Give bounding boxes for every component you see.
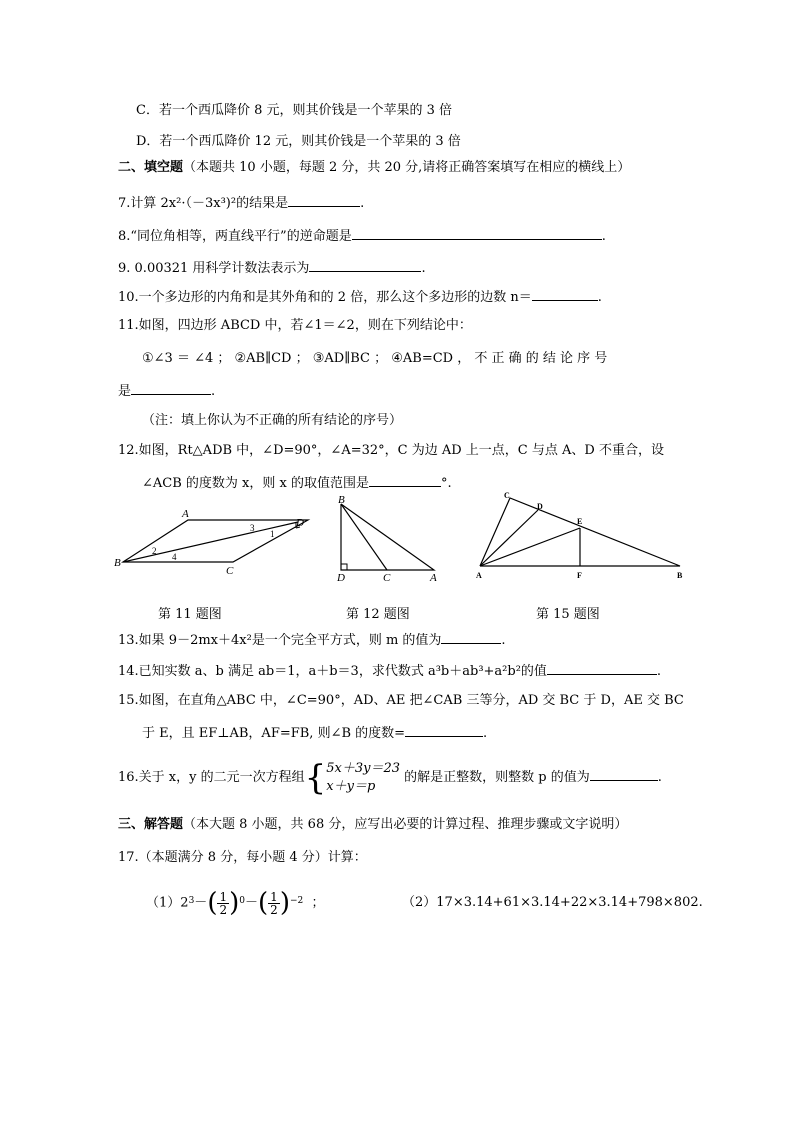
q9-answer-blank[interactable] [309,257,421,272]
q12-line1: 12.如图，Rt△ADB 中，∠D=90°，∠A=32°，C 为边 AD 上一点，C 与点 A、D 不重合，设 [118,443,664,458]
q11-answer-line [118,380,215,402]
option-c: C．若一个西瓜降价 8 元，则其价钱是一个苹果的 3 倍 [136,103,453,118]
q17-p1-minus1: － [194,895,208,911]
figure-15-diagram [474,490,690,584]
q16-post: 的解是正整数，则整数 p 的值为 [404,770,590,785]
q11-answer-blank[interactable] [131,380,211,395]
q17-p1-frac1: $\frac{1}{2}$ [219,889,228,917]
question-9 [118,257,426,279]
q16-answer-blank[interactable] [590,766,658,781]
question-14 [118,660,661,682]
fig15-segment-ae [480,528,580,566]
q15-end: . [483,726,488,741]
fig12-right-angle [341,564,347,570]
q16-pre: 16.关于 x，y 的二元一次方程组 [118,770,305,785]
section3-title: 三、解答题 [118,817,184,832]
section2-header [118,158,630,178]
fig11-label-4: 4 [172,552,177,562]
question-16 [118,758,662,798]
fig12-label-c: C [383,572,391,584]
q16-system [326,760,400,796]
fig15-label-e: E [577,517,583,526]
fig12-label-d: D [337,572,345,584]
fig15-label-f: F [577,571,582,580]
fig11-label-a: A [182,508,189,520]
q11-text: 11.如图，四边形 ABCD 中，若∠1＝∠2，则在下列结论中： [118,318,472,333]
q8-answer-blank[interactable] [352,225,602,240]
fig15-segment-ad [480,510,538,566]
q17-p1-exp0: 0 [239,896,245,906]
question-10 [118,286,602,308]
figure-11-diagram [112,506,312,578]
q11-note: （注：填上你认为不正确的所有结论的序号） [142,413,403,428]
fig12-segment-bc [341,504,387,570]
figure-15-caption: 第 15 题图 [536,607,600,622]
section3-desc: （本大题 8 小题，共 68 分，应写出必要的计算过程、推理步骤或文字说明） [183,817,628,832]
q13-answer-blank[interactable] [441,629,501,644]
section2-title: 二、填空题 [118,160,184,175]
section3-header [118,815,627,835]
fig11-label-1: 1 [270,529,275,539]
figure-11-caption: 第 11 题图 [158,607,222,622]
q17-p1-minus2: － [245,895,259,911]
q14-answer-blank[interactable] [547,660,657,675]
q17-p1-lparen1: ( [207,888,218,918]
q12-end: °. [440,476,452,491]
q17-part1 [146,882,325,925]
q17-p1-frac2: $\frac{1}{2}$ [270,889,278,917]
q16-eq2: x＋y＝p [326,778,376,794]
q17-part2: （2）17×3.14+61×3.14+22×3.14+798×802. [402,895,703,910]
question-8 [118,225,606,247]
q17-p1-rparen1: ) [229,888,240,918]
q15-answer-blank[interactable] [405,722,483,737]
q7-end: . [360,196,365,211]
q12-line2-text: ∠ACB 的度数为 x，则 x 的取值范围是 [142,476,369,491]
fig15-label-c: C [504,491,510,500]
q17-p1-expm2: −2 [289,896,304,906]
q7-answer-blank[interactable] [288,192,360,207]
fig11-label-b: B [114,557,121,569]
q10-end: . [597,290,602,305]
q16-eq1: 5x＋3y＝23 [326,760,401,776]
q13-end: . [501,633,506,648]
figure-12-caption: 第 12 题图 [346,607,410,622]
q11-options: ①∠3 ＝ ∠4 ； ②AB∥CD ； ③AD∥BC ； ④AB=CD ， 不 正 确 的 结 论 序 号 [142,351,608,366]
q14-text: 14.已知实数 a、b 满足 ab＝1，a＋b＝3，求代数式 a³b＋ab³+a²b²的值 [118,664,547,679]
fig11-label-c: C [226,565,234,577]
q10-answer-blank[interactable] [532,286,598,301]
q17-p1-rparen2: ) [279,888,290,918]
q13-text: 13.如果 9－2mx＋4x²是一个完全平方式，则 m 的值为 [118,633,442,648]
q17-p1-base: 2 [180,895,189,911]
q14-end: . [656,664,662,679]
fig15-label-b: B [677,571,683,580]
q17-text: 17.（本题满分 8 分，每小题 4 分）计算： [118,850,367,865]
q9-text: 9. 0.00321 用科学计数法表示为 [118,261,310,276]
q12-answer-blank[interactable] [369,472,441,487]
question-7 [118,192,364,214]
fig11-label-2: 2 [152,546,157,556]
fig12-triangle [341,504,434,570]
q11-end: . [211,384,216,399]
q11-tail: 是 [118,384,132,399]
q17-p1-label: （1） [146,895,181,911]
q17-p1-lparen2: ( [258,888,269,918]
option-d: D．若一个西瓜降价 12 元，则其价钱是一个苹果的 3 倍 [136,134,461,149]
q12-line2 [142,472,452,494]
fig11-label-d: D [296,517,304,529]
q17-p1-end: ； [311,895,325,911]
fig12-label-b: B [338,494,345,506]
q15-line2 [142,722,487,744]
fig11-label-3: 3 [250,523,255,533]
q16-end: . [657,770,662,785]
fig12-label-a: A [430,572,437,584]
q7-text: 7.计算 2x²·（－3x³)²的结果是 [118,196,289,211]
q15-line1: 15.如图，在直角△ABC 中，∠C=90°，AD、AE 把∠CAB 三等分，AD 交 BC 于 D，AE 交 BC [118,693,684,708]
q10-text: 10.一个多边形的内角和是其外角和的 2 倍，那么这个多边形的边数 n＝ [118,290,532,305]
fig15-label-a: A [476,571,482,580]
figure-12-diagram [334,494,446,584]
fig15-label-d: D [537,502,543,511]
fig11-diagonal-bd [123,522,298,562]
q8-end: . [601,229,606,244]
q8-text: 8.“同位角相等，两直线平行”的逆命题是 [118,229,352,244]
q15-line2-text: 于 E，且 EF⊥AB，AF=FB, 则∠B 的度数= [142,726,406,741]
q17-p1-exp: 3 [188,896,195,906]
q16-brace: { [304,757,327,798]
q9-end: . [421,261,426,276]
question-13 [118,629,506,651]
section2-desc: （本题共 10 小题，每题 2 分，共 20 分,请将正确答案填写在相应的横线上） [183,160,631,175]
